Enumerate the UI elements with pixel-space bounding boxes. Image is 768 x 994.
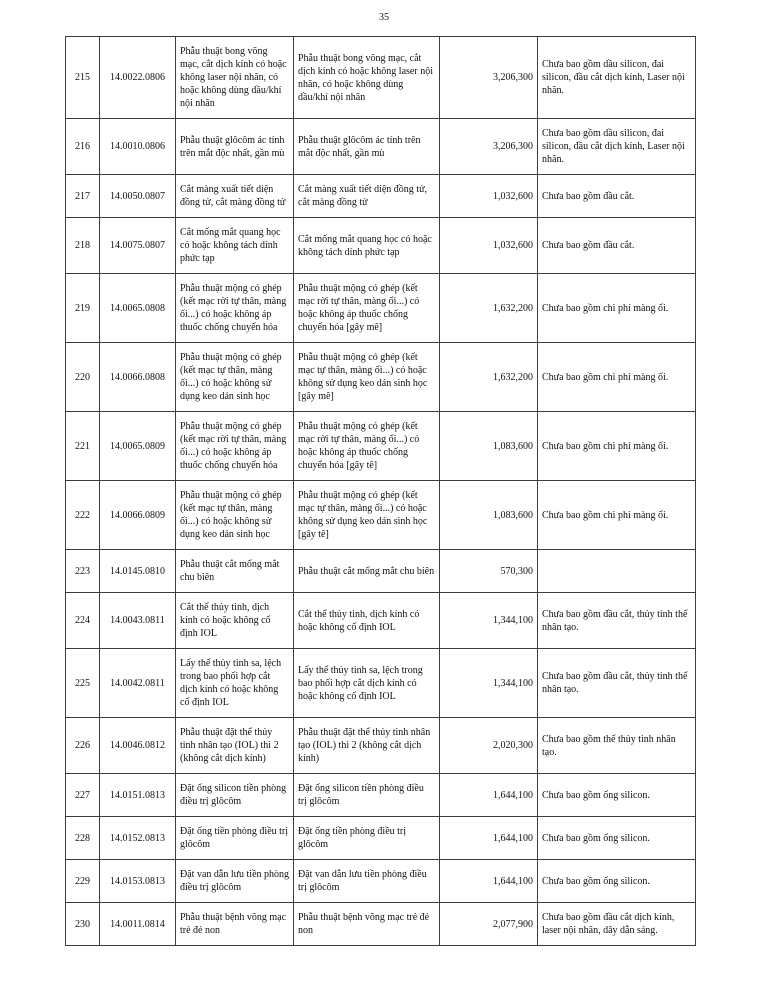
service-code-cell: 14.0075.0807 xyxy=(100,218,176,274)
row-number-cell: 223 xyxy=(66,550,100,593)
service-name-cell: Lấy thể thủy tinh sa, lệch trong bao phối hợp cắt dịch kính có hoặc không cố định IOL xyxy=(176,649,294,718)
page-number: 35 xyxy=(379,12,389,23)
row-number-cell: 216 xyxy=(66,119,100,175)
service-name-alt-cell: Đặt ống tiền phòng điều trị glôcôm xyxy=(294,817,440,860)
service-name-alt-cell: Phẫu thuật mộng có ghép (kết mạc tự thân, màng ối...) có hoặc không sử dụng keo dán sinh học [gây tê] xyxy=(294,481,440,550)
note-cell xyxy=(538,550,696,593)
price-cell: 1,032,600 xyxy=(440,175,538,218)
service-name-cell: Cắt màng xuất tiết diện đồng tử, cắt màng đồng tử xyxy=(176,175,294,218)
price-cell: 1,632,200 xyxy=(440,343,538,412)
price-cell: 2,077,900 xyxy=(440,903,538,946)
service-code-cell: 14.0066.0809 xyxy=(100,481,176,550)
table-row xyxy=(66,274,696,343)
service-name-alt-cell: Đặt van dẫn lưu tiền phòng điều trị glôcôm xyxy=(294,860,440,903)
service-name-cell: Cắt thể thủy tinh, dịch kính có hoặc không cố định IOL xyxy=(176,593,294,649)
table-row xyxy=(66,412,696,481)
table-row xyxy=(66,481,696,550)
service-name-cell: Phẫu thuật mộng có ghép (kết mạc rời tự thân, màng ối...) có hoặc không áp thuốc chống chuyển hóa xyxy=(176,412,294,481)
service-name-alt-cell: Phẫu thuật mộng có ghép (kết mạc tự thân, màng ối...) có hoặc không sử dụng keo dán sinh học [gây mê] xyxy=(294,343,440,412)
note-cell: Chưa bao gồm ống silicon. xyxy=(538,817,696,860)
row-number-cell: 217 xyxy=(66,175,100,218)
service-name-cell: Đặt ống tiền phòng điều trị glôcôm xyxy=(176,817,294,860)
price-table xyxy=(65,36,696,946)
table-row xyxy=(66,550,696,593)
note-cell: Chưa bao gồm chi phí màng ối. xyxy=(538,412,696,481)
price-cell: 570,300 xyxy=(440,550,538,593)
row-number-cell: 218 xyxy=(66,218,100,274)
note-cell: Chưa bao gồm thể thủy tinh nhân tạo. xyxy=(538,718,696,774)
price-cell: 1,344,100 xyxy=(440,649,538,718)
table-row xyxy=(66,774,696,817)
service-code-cell: 14.0145.0810 xyxy=(100,550,176,593)
service-code-cell: 14.0022.0806 xyxy=(100,37,176,119)
row-number-cell: 227 xyxy=(66,774,100,817)
service-name-cell: Phẫu thuật bong võng mạc, cắt dịch kính có hoặc không laser nội nhãn, có hoặc không dùng dầu/khí nội nhãn xyxy=(176,37,294,119)
row-number-cell: 215 xyxy=(66,37,100,119)
note-cell: Chưa bao gồm dầu silicon, đai silicon, đầu cắt dịch kính, Laser nội nhãn. xyxy=(538,119,696,175)
price-cell: 1,644,100 xyxy=(440,817,538,860)
service-name-alt-cell: Cắt mống mắt quang học có hoặc không tách dính phức tạp xyxy=(294,218,440,274)
service-name-cell: Đặt ống silicon tiền phòng điều trị glôcôm xyxy=(176,774,294,817)
service-name-alt-cell: Phẫu thuật đặt thể thủy tinh nhân tạo (IOL) thì 2 (không cắt dịch kính) xyxy=(294,718,440,774)
row-number-cell: 220 xyxy=(66,343,100,412)
service-code-cell: 14.0050.0807 xyxy=(100,175,176,218)
price-cell: 1,083,600 xyxy=(440,412,538,481)
price-cell: 1,632,200 xyxy=(440,274,538,343)
price-cell: 1,644,100 xyxy=(440,860,538,903)
price-cell: 3,206,300 xyxy=(440,119,538,175)
service-name-alt-cell: Phẫu thuật mộng có ghép (kết mạc rời tự thân, màng ối...) có hoặc không áp thuốc chống chuyển hóa [gây tê] xyxy=(294,412,440,481)
service-name-alt-cell: Phẫu thuật cắt mống mắt chu biên xyxy=(294,550,440,593)
service-name-alt-cell: Phẫu thuật bong võng mạc, cắt dịch kính có hoặc không laser nội nhãn, có hoặc không dùng dầu/khí nội nhãn xyxy=(294,37,440,119)
price-cell: 1,032,600 xyxy=(440,218,538,274)
price-cell: 1,644,100 xyxy=(440,774,538,817)
service-name-alt-cell: Phẫu thuật bệnh võng mạc trẻ đẻ non xyxy=(294,903,440,946)
table-body xyxy=(66,37,696,946)
table-row xyxy=(66,175,696,218)
note-cell: Chưa bao gồm đầu cắt. xyxy=(538,175,696,218)
service-code-cell: 14.0046.0812 xyxy=(100,718,176,774)
row-number-cell: 230 xyxy=(66,903,100,946)
service-code-cell: 14.0043.0811 xyxy=(100,593,176,649)
table-row xyxy=(66,37,696,119)
note-cell: Chưa bao gồm đầu cắt dịch kính, laser nội nhãn, dây dẫn sáng. xyxy=(538,903,696,946)
service-name-cell: Phẫu thuật mộng có ghép (kết mạc tự thân, màng ối...) có hoặc không sử dụng keo dán sinh học xyxy=(176,343,294,412)
service-code-cell: 14.0152.0813 xyxy=(100,817,176,860)
note-cell: Chưa bao gồm chi phí màng ối. xyxy=(538,343,696,412)
note-cell: Chưa bao gồm đầu cắt, thủy tinh thể nhân tạo. xyxy=(538,593,696,649)
service-name-cell: Phẫu thuật glôcôm ác tính trên mắt độc nhất, gần mù xyxy=(176,119,294,175)
row-number-cell: 224 xyxy=(66,593,100,649)
note-cell: Chưa bao gồm dầu silicon, đai silicon, đầu cắt dịch kính, Laser nội nhãn. xyxy=(538,37,696,119)
service-name-cell: Cắt mống mắt quang học có hoặc không tách dính phức tạp xyxy=(176,218,294,274)
service-code-cell: 14.0010.0806 xyxy=(100,119,176,175)
service-name-alt-cell: Cắt màng xuất tiết diện đồng tử, cắt màng đồng tử xyxy=(294,175,440,218)
service-name-alt-cell: Phẫu thuật glôcôm ác tính trên mắt độc nhất, gần mù xyxy=(294,119,440,175)
service-code-cell: 14.0153.0813 xyxy=(100,860,176,903)
row-number-cell: 222 xyxy=(66,481,100,550)
table-row xyxy=(66,218,696,274)
price-cell: 2,020,300 xyxy=(440,718,538,774)
service-name-cell: Phẫu thuật mộng có ghép (kết mạc tự thân, màng ối...) có hoặc không sử dụng keo dán sinh học xyxy=(176,481,294,550)
service-code-cell: 14.0151.0813 xyxy=(100,774,176,817)
row-number-cell: 228 xyxy=(66,817,100,860)
service-code-cell: 14.0066.0808 xyxy=(100,343,176,412)
table-row xyxy=(66,903,696,946)
table-row xyxy=(66,649,696,718)
row-number-cell: 225 xyxy=(66,649,100,718)
service-code-cell: 14.0065.0809 xyxy=(100,412,176,481)
service-name-cell: Đặt van dẫn lưu tiền phòng điều trị glôcôm xyxy=(176,860,294,903)
service-name-alt-cell: Phẫu thuật mộng có ghép (kết mạc rời tự thân, màng ối...) có hoặc không áp thuốc chống chuyển hóa [gây mê] xyxy=(294,274,440,343)
note-cell: Chưa bao gồm ống silicon. xyxy=(538,860,696,903)
table-row xyxy=(66,860,696,903)
note-cell: Chưa bao gồm ống silicon. xyxy=(538,774,696,817)
table-row xyxy=(66,718,696,774)
table-row xyxy=(66,119,696,175)
price-cell: 1,083,600 xyxy=(440,481,538,550)
note-cell: Chưa bao gồm chi phí màng ối. xyxy=(538,274,696,343)
service-name-alt-cell: Đặt ống silicon tiền phòng điều trị glôcôm xyxy=(294,774,440,817)
table-row xyxy=(66,343,696,412)
service-name-cell: Phẫu thuật đặt thể thủy tinh nhân tạo (IOL) thì 2 (không cắt dịch kính) xyxy=(176,718,294,774)
price-cell: 1,344,100 xyxy=(440,593,538,649)
note-cell: Chưa bao gồm đầu cắt. xyxy=(538,218,696,274)
service-code-cell: 14.0065.0808 xyxy=(100,274,176,343)
note-cell: Chưa bao gồm chi phí màng ối. xyxy=(538,481,696,550)
row-number-cell: 219 xyxy=(66,274,100,343)
service-name-cell: Phẫu thuật cắt mống mắt chu biên xyxy=(176,550,294,593)
service-name-alt-cell: Lấy thể thủy tinh sa, lệch trong bao phối hợp cắt dịch kính có hoặc không cố định IOL xyxy=(294,649,440,718)
service-name-alt-cell: Cắt thể thủy tinh, dịch kính có hoặc không cố định IOL xyxy=(294,593,440,649)
row-number-cell: 226 xyxy=(66,718,100,774)
service-name-cell: Phẫu thuật bệnh võng mạc trẻ đẻ non xyxy=(176,903,294,946)
table-row xyxy=(66,593,696,649)
row-number-cell: 229 xyxy=(66,860,100,903)
note-cell: Chưa bao gồm đầu cắt, thủy tinh thể nhân tạo. xyxy=(538,649,696,718)
table-row xyxy=(66,817,696,860)
price-cell: 3,206,300 xyxy=(440,37,538,119)
row-number-cell: 221 xyxy=(66,412,100,481)
service-name-cell: Phẫu thuật mộng có ghép (kết mạc rời tự thân, màng ối...) có hoặc không áp thuốc chống chuyển hóa xyxy=(176,274,294,343)
service-code-cell: 14.0042.0811 xyxy=(100,649,176,718)
service-code-cell: 14.0011.0814 xyxy=(100,903,176,946)
